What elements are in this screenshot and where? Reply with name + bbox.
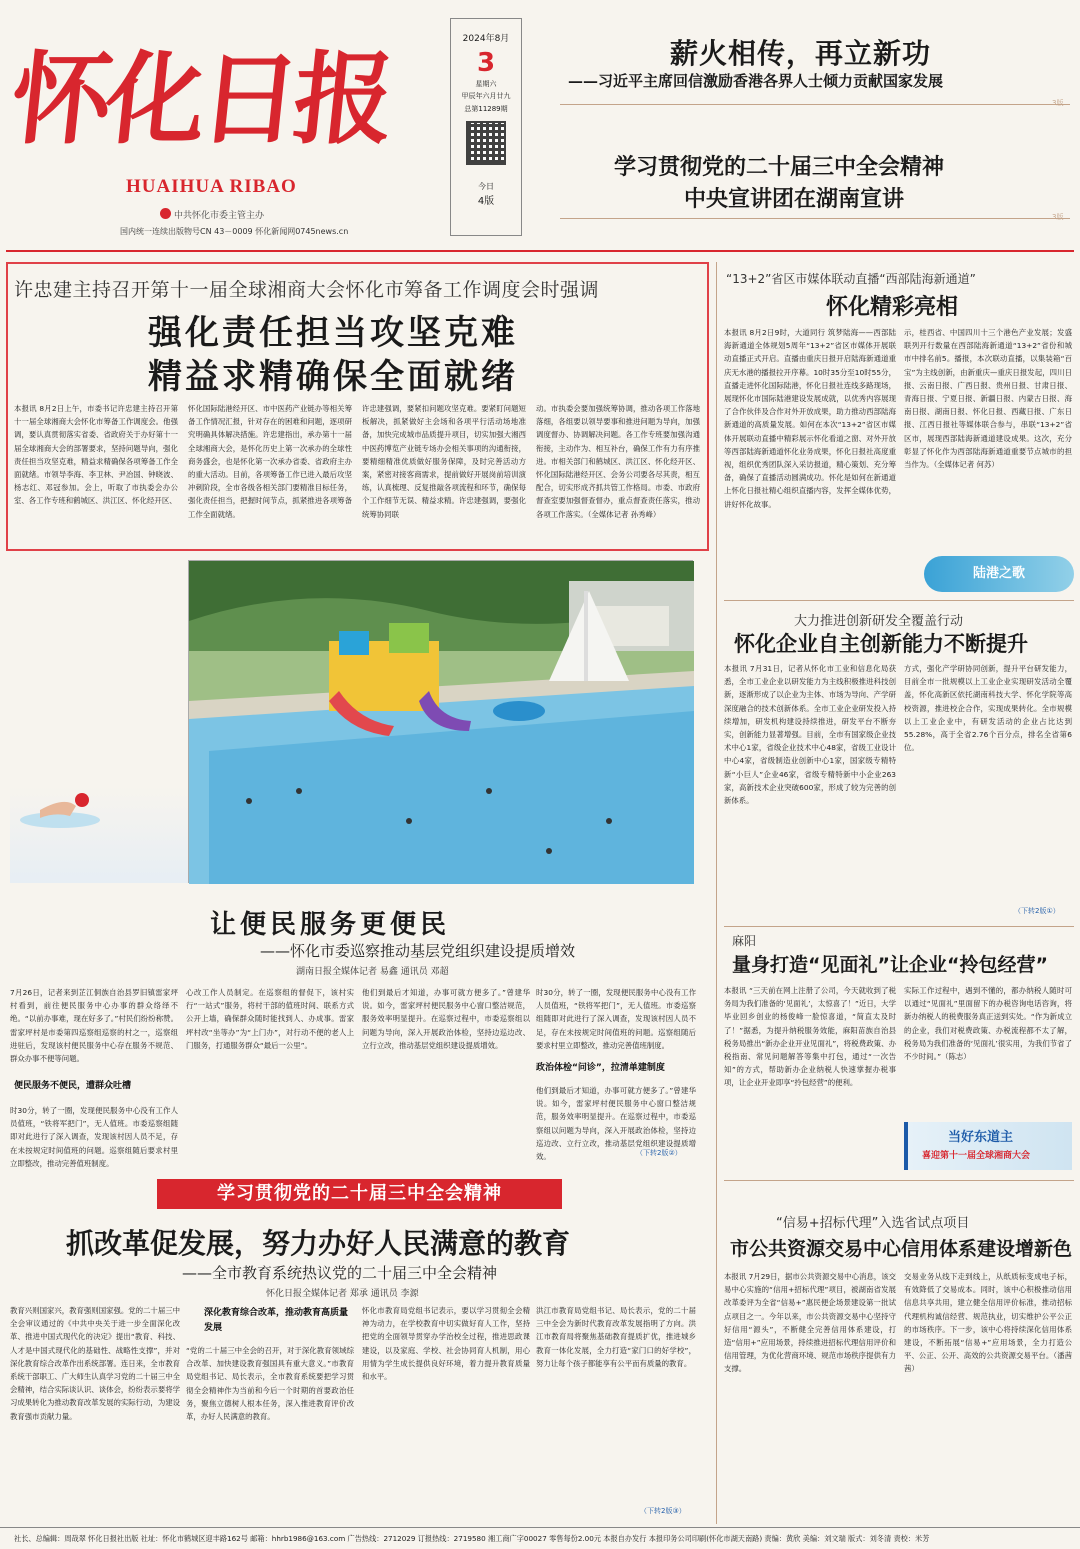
education-column-3: 怀化市教育局党组书记表示，要以学习贯彻全会精神为动力，在学校教育中切实做好育人工作，坚持把党的全面领导贯穿办学治校全过程，推进思政课建设，以及家庭、学校、社会协同育人机制，用心用情为学生成长提供良好环境，着力提升教育质量和水平。	[362, 1306, 530, 1382]
lead-headline-2[interactable]: 精益求精确保全面就绪	[148, 357, 518, 397]
convenience-column-2: 心改工作人员制定。在巡察组的督促下，该村实行“一站式”服务，将村干部的值班时间、联系方式公开上墙，确保群众随时能找到人、办成事。雷家坪村改“坐等办”为“上门办”，对行动不便的老人上门服务，打通服务群众“最后一公里”。	[186, 988, 354, 1050]
issue-serial: 总第11289期	[464, 104, 508, 113]
innovation-headline[interactable]: 怀化企业自主创新能力不断提升	[734, 632, 1028, 656]
education-headline[interactable]: 抓改革促发展，努力办好人民满意的教育	[66, 1227, 571, 1260]
divider	[724, 926, 1074, 927]
host-badge[interactable]	[904, 1122, 1072, 1170]
column-divider	[716, 262, 717, 1524]
convenience-column-4b: 他们到最后才知道，办事可就方便多了。”曾建华说。如今，雷家坪村便民服务中心窗口整洁规范，服务效率明显提升。在巡察过程中，市委巡察组以问题为导向，深入开展政治体检，坚持边巡边改、立行立改，推动基层党组织建设提质增效。	[536, 1086, 696, 1162]
resources-column-1: 本报讯 7月29日，据市公共资源交易中心消息，该交易中心实施的“信用+招标代理”项目，被湖南省发展改革委评为全省“信易+”惠民便企场景建设第一批试点项目之一。今年以来，市公共资源交易中心坚持守好信用“源头”，不断健全完善信用体系建设，打造“信用+”应用场景，持续推进招标代理信用评价和信用管理，为优化营商环境、规范市场秩序提供有力支撑。	[724, 1272, 896, 1374]
party-emblem-icon	[160, 208, 171, 219]
mayang-column-1: 本报讯 “三天前在网上注册了公司，今天就收到了税务局为我们准备的‘见面礼’，太惊喜了！”近日，大学毕业回乡创业的杨俊峰一脸惊喜道，“简直太及时了！”据悉，为提升纳税服务效能，麻阳苗族自治县税务局推出“新办企业开业见面礼”，将税费政策、办税指南、常见问题解答等集中打包，通过“一次告知”的方式，帮助新办企业纳税人快速掌握办税事项，让企业开业即享“拎包经营”的便利。	[724, 986, 896, 1088]
innovation-column-1: 本报讯 7月31日，记者从怀化市工业和信息化局获悉，全市工业企业以研发能力为主线积极推进科技创新，逐渐形成了以企业为主体、市场为导向、产学研深度融合的技术创新体系。全市工业企业研发投入持续增加，研发机构建设持续推进，研发平台不断夯实，创新能力显著增强。目前，全市有国家级企业技术中心1家，省级企业技术中心48家，省级工业设计中心4家，省级制造业创新中心1家，国家级专精特新“小巨人”企业46家，省级专精特新中小企业263家，高新技术企业突破600家，形成了较为完善的创新体系。	[724, 664, 896, 806]
mayang-headline[interactable]: 量身打造“见面礼”让企业“拎包经营”	[732, 954, 1048, 976]
education-byline: 怀化日报全媒体记者 郑承 通讯员 李源	[266, 1289, 419, 1299]
date-year-month: 2024年8月	[462, 34, 510, 44]
divider	[724, 600, 1074, 601]
top-story-1-subtitle: ——习近平主席回信激励香港各界人士倾力贡献国家发展	[568, 72, 944, 90]
education-banner: 学习贯彻党的二十届三中全会精神	[157, 1179, 562, 1209]
convenience-column-3: 他们到最后才知道，办事可就方便多了。”曾建华说。如今，雷家坪村便民服务中心窗口整洁规范，服务效率明显提升。在巡察过程中，市委巡察组以问题为导向，深入开展政治体检，坚持边巡边改、立行立改，推动基层党组织建设提质增效。	[362, 988, 530, 1050]
convenience-subhead-2: 政治体检“问诊”，拉清单建制度	[536, 1063, 665, 1073]
qr-code-icon	[466, 121, 506, 165]
top-story-1-title[interactable]: 薪火相传，再立新功	[670, 37, 932, 70]
footer-credits: 社长、总编辑：周哉翠 怀化日报社出版 社址：怀化市鹤城区迎丰路162号 邮箱：hhrb1986@163.com 广告热线：2712029 订报热线：2719580 湘工商广字00027 零售每份2.00元 本报自办发行 本报印务公司印刷(怀化市湖天南路) 责编：黄欣 美编：刘文瑞 版式：刘冬清 责校：米芳	[0, 1527, 1080, 1549]
pool-photo-image	[189, 561, 694, 884]
lead-headline-1[interactable]: 强化责任担当攻坚克难	[148, 313, 518, 353]
innovation-kicker: 大力推进创新研发全覆盖行动	[794, 614, 964, 629]
date-box	[450, 18, 522, 236]
education-column-2: “党的二十届三中全会的召开，对于深化教育领域综合改革、加快建设教育强国具有重大意义。”市教育局党组书记、局长表示，全市教育系统要把学习贯彻全会精神作为当前和今后一个时期的首要政治任务，聚焦立德树人根本任务，深入推进教育评价改革，办好人民满意的教育。	[186, 1346, 354, 1422]
lead-column-3: 许忠建强调，要紧扣问题攻坚克难。要紧盯问题短板解决，抓紧做好主会场和各项平行活动场地准备，加快完成城市品质提升项目，切实加强大湘西中医药博览产业链专场办会相关事项的沟通衔接，要精细精准优质做好服务保障，及时完善活动方案，紧密对接客商需求，提前做好开展岗前培训演练，认真梳理、反复推敲各项流程和环节，确保每个工作细节无误、精益求精。许忠建强调，要强化统筹协同联	[362, 404, 526, 519]
date-day: 3	[476, 48, 496, 78]
waterpark-photo	[188, 560, 693, 883]
swimmer-illustration-icon	[10, 560, 188, 883]
media-column-2: 示，桂西省、中国四川十三个港色产业发展；发盛联列开行数量在西部陆海新通道“13+2”省份和城市中排名前5。播报，本次联动直播，以集装箱“百宝”为主线创新，由新重庆—重庆日报发起，四川日报、云南日报、广西日报、贵州日报、甘肃日报、青海日报、宁夏日报、新疆日报、内蒙古日报、海南日报、湖南日报、怀化日报、西藏日报、广东日报、江西日报社等媒体联合参与，串联“13+2”省区市，展现西部陆海新通道建设成果。这次，充分彰显了怀化作为西部陆海新通道重要节点城市的担当作为。（全媒体记者 何苏）	[904, 328, 1072, 470]
education-column-1: 教育兴则国家兴，教育强则国家强。党的二十届三中全会审议通过的《中共中央关于进一步全面深化改革、推进中国式现代化的决定》提出“教育、科技、人才是中国式现代化的基础性、战略性支撑”，并对深化教育综合改革作出系统部署。连日来，全市教育系统干部职工、广大师生认真学习党的二十届三中全会精神，结合实际谈认识、谈体会，纷纷表示要将学习成果转化为推动教育改革发展的实际行动，为建设教育强市贡献力量。	[10, 1306, 180, 1421]
mayang-column-2: 实际工作过程中，遇到不懂的，都办纳税人随时可以通过“见面礼”里面留下的办税咨询电话咨询，将新办纳税人的税费服务真正送到实处。“作为新成立的企业，我们对税费政策、办税流程都不太了解，税务局为我们准备的‘见面礼’很实用，为我们节省了不少时间。”（陈志）	[904, 986, 1072, 1062]
convenience-turnto-link[interactable]: （下转2版②）	[636, 1149, 682, 1157]
media-headline[interactable]: 怀化精彩亮相	[826, 295, 959, 320]
page-ref: 3版	[1052, 213, 1064, 221]
convenience-column-1b: 时30分，转了一圈，发现便民服务中心没有工作人员值班，“铁将军把门”，无人值班。市委巡察组随即对此进行了深入调查，发现该村因人员不足，存在未按规定时间值班的问题。巡察组随后要求村里立即整改，推动完善值班制度。	[10, 1106, 178, 1168]
divider	[560, 104, 1070, 105]
education-subtitle: ——全市教育系统热议党的二十届三中全会精神	[182, 1264, 498, 1282]
education-subhead: 深化教育综合改革，推动教育高质量发展	[204, 1308, 349, 1333]
convenience-subhead-1: 便民服务不便民，遭群众吐槽	[14, 1081, 132, 1091]
issn-line: 国内统一连续出版物号CN 43－0009 怀化新闻网0745news.cn	[120, 227, 349, 236]
divider	[560, 218, 1070, 219]
masthead-rule	[6, 250, 1074, 252]
divider	[724, 1180, 1074, 1181]
convenience-column-1: 7月26日，记者来到芷江侗族自治县罗旧镇雷家坪村看到，前往便民服务中心办事的群众络绎不绝。“以前办事难，现在好多了。”村民们纷纷称赞。雷家坪村是市委第四巡察组巡察的村之一，巡察组进驻后，发现该村便民服务中心存在服务不规范、群众办事不便等问题。	[10, 988, 178, 1064]
education-column-4: 洪江市教育局党组书记、局长表示，党的二十届三中全会为新时代教育改革发展指明了方向。洪江市教育局将聚焦基础教育提质扩优，推进城乡教育一体化发展，全力打造“家门口的好学校”，努力让每个孩子都能享有公平而有质量的教育。	[536, 1306, 696, 1368]
top-story-2-title-line2[interactable]: 中央宣讲团在湖南宣讲	[684, 186, 905, 212]
resources-headline[interactable]: 市公共资源交易中心信用体系建设增新色	[730, 1238, 1073, 1260]
host-badge-line2: 喜迎第十一届全球湘商大会	[922, 1151, 1031, 1161]
weekday: 星期六	[475, 80, 497, 88]
lead-kicker: 许忠建主持召开第十一届全球湘商大会怀化市筹备工作调度会时强调	[14, 279, 600, 301]
media-kicker: “13+2”省区市媒体联动直播“西部陆海新通道”	[726, 272, 976, 286]
lugang-song-badge[interactable]: 陆港之歌	[924, 556, 1074, 592]
innovation-turnto-link[interactable]: （下转2版①）	[1014, 907, 1060, 915]
innovation-column-2: 方式，强化产学研协同创新，提升平台研发能力，目前全市一批规模以上工业企业实现研发活动全覆盖，怀化高新区依托湖南科技大学、怀化学院等高校资源，推进校企合作，实现成果转化。全市规模以上工业企业中，有研发活动的企业占比达到55.28%，高于全省2.76个百分点，排名全省第6位。	[904, 664, 1072, 753]
edition-count: 4版	[477, 196, 495, 208]
resources-kicker: “信易+招标代理”入选省试点项目	[776, 1216, 970, 1231]
convenience-byline: 湖南日报全媒体记者 易鑫 通讯员 邓超	[296, 967, 449, 977]
lead-column-2: 怀化国际陆港经开区、市中医药产业链办等相关筹备工作情况汇报，针对存在的困难和问题，逐项研究明确具体解决措施。许忠建指出，承办第十一届全球湘商大会，是怀化历史上第一次承办的全球性商务盛会，也是怀化第一次承办省委、省政府主办的重大活动。目前，各项筹备工作已进入最后攻坚冲刺阶段，全市各级各相关部门要精准目标任务，强化责任担当，把握时间节点，抓紧推进各项筹备工作全面就绪。	[188, 404, 352, 519]
host-badge-line1: 当好东道主	[948, 1130, 1014, 1145]
top-story-2-title[interactable]: 学习贯彻党的二十届三中全会精神	[614, 154, 945, 180]
today-label: 今日	[478, 182, 494, 192]
lead-column-4: 动。市执委会要加强统筹协调，推动各项工作落地落细，各组要以领导要事和推进问题为导向，加强调度督办、协调解决问题。各工作专班要加强沟通衔接，主动作为、相互补台，确保工作有力有序推进。市相关部门和鹤城区、洪江区、怀化经开区、怀化国际陆港经开区、会务公司要各尽其责，相互配合，切实形成齐抓共管工作格局。市委、市政府督查室要加强督查督办，重点督查责任落实，推动各项工作落实。（全媒体记者 孙秀峰）	[536, 404, 700, 519]
lunar-date: 甲辰年六月廿九	[461, 92, 511, 101]
photo-side-panel	[10, 560, 188, 883]
media-column-1: 本报讯 8月2日9时，大道同行 筑梦陆海——西部陆海新通道全体规划5周年“13+2”省区市媒体开展联动直播正式开启。直播由重庆日报开启陆海新通道重庆无水港的播报拉开序幕。10时35分至10时55分，直播走进怀化国际陆港，怀化日报社连线多路现场，展现怀化市国际陆港建设发展成就，以优秀内容展现了合作伙伴及合作对外开放成果，助力推动西部陆海新通道的高质量发展。如何在本次“13+2”省区市媒体开展联动直播中精彩展示怀化看道之窗、对外开放等西部陆海新通道怀化业务成果，怀化日报社高度重视，组织优秀团队深入采访报道，精心策划、充分筹备，确保了直播活动圆满成功。怀化是如何在新通道上怀化日报社精心组织直播内容，发挥全媒体优势，讲好怀化故事。	[724, 328, 896, 509]
mayang-kicker: 麻阳	[732, 934, 757, 948]
page-ref: 3版	[1052, 99, 1064, 107]
lead-column-1: 本报讯 8月2日上午，市委书记许忠建主持召开第十一届全球湘商大会怀化市筹备工作调度会。他强调，要认真贯彻落实省委、省政府关于办好第十一届全球湘商大会的部署要求，坚持问题导向，强化责任担当攻坚克难，精益求精确保各项筹备工作全面就绪。市领导李海、李卫林、尹冶国、钟晓波、杨志红、邓冠参加。会上，听取了市执委会办公室、各工作专班和鹤城区、洪江区、怀化经开区、	[14, 404, 178, 506]
newspaper-logo: 怀化日报	[5, 41, 395, 158]
resources-column-2: 交易业务从线下走到线上，从纸质标变成电子标，有效降低了交易成本。同时，该中心积极推动信用信息共享共用，建立健全信用评价标准，推动招标代理机构诚信经营、规范执业，切实维护公平公正的市场秩序。下一步，该中心将持续深化信用体系建设，不断拓展“信易+”应用场景，全力打造公平、公正、公开、高效的公共资源交易平台。（潘茜茜）	[904, 1272, 1072, 1374]
education-turnto-link[interactable]: （下转2版③）	[640, 1507, 686, 1515]
convenience-subtitle: ——怀化市委巡察推动基层党组织建设提质增效	[260, 942, 576, 960]
sponsor-line: 中共怀化市委主管主办	[174, 211, 265, 221]
newspaper-pinyin: HUAIHUA RIBAO	[126, 176, 297, 197]
convenience-headline[interactable]: 让便民服务更便民	[210, 910, 451, 940]
convenience-column-4: 时30分，转了一圈，发现便民服务中心没有工作人员值班，“铁将军把门”，无人值班。市委巡察组随即对此进行了深入调查，发现该村因人员不足，存在未按规定时间值班的问题。巡察组随后要求村里立即整改，推动完善值班制度。	[536, 988, 696, 1050]
